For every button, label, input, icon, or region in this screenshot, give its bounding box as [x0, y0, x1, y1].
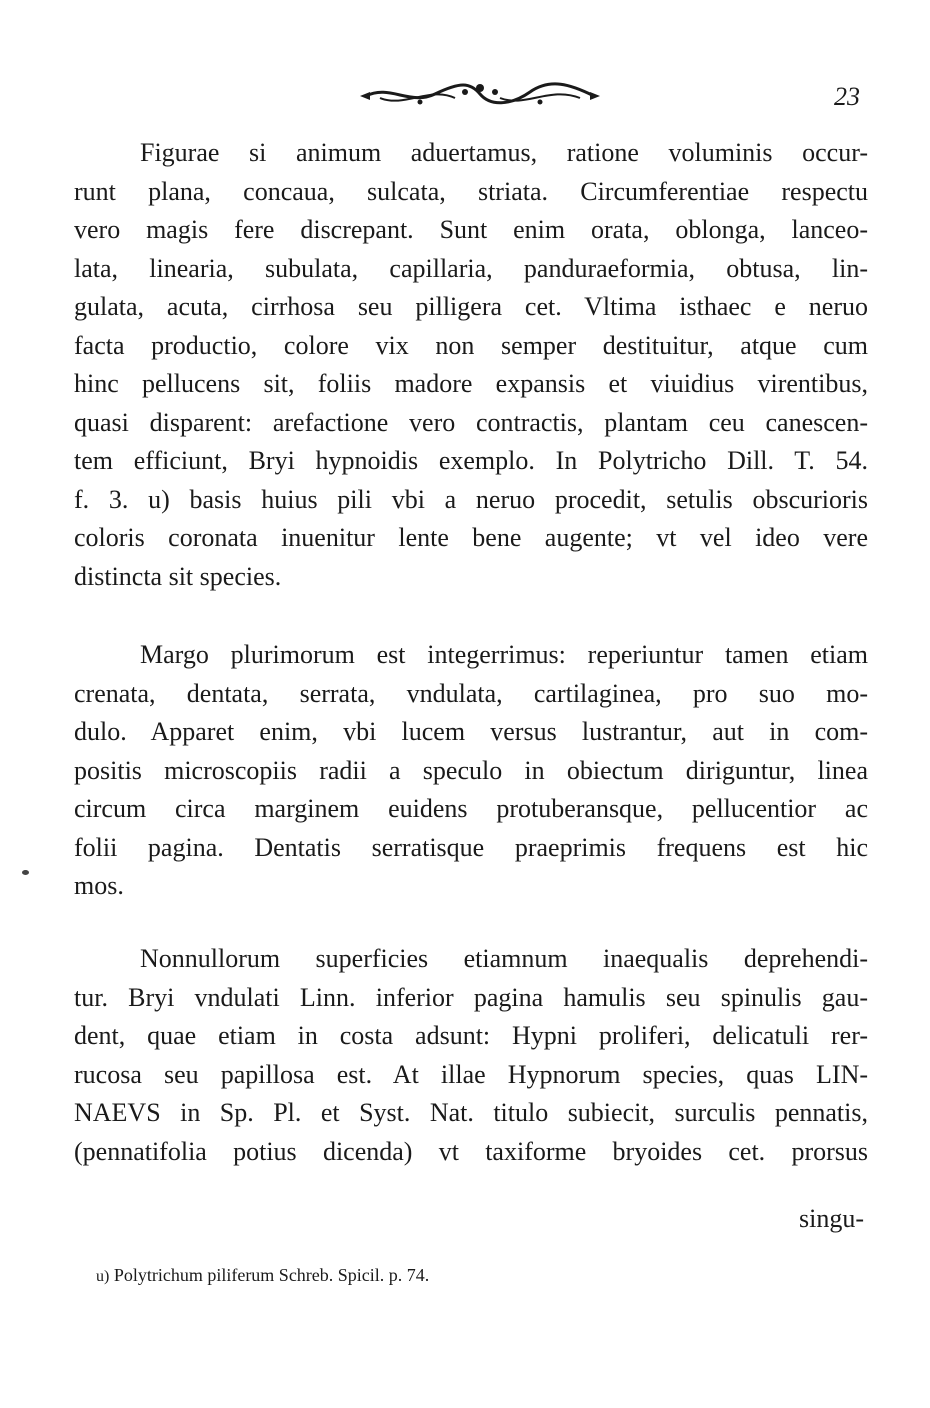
text-line: lata, linearia, subulata, capillaria, panduraeformia, obtusa, lin-	[74, 253, 868, 283]
text-line: (pennatifolia potius dicenda) vt taxiforme bryoides cet. prorsus	[74, 1136, 868, 1166]
footnote-mark: u)	[96, 1268, 110, 1285]
text-line: folii pagina. Dentatis serratisque praeprimis frequens est hic	[74, 832, 868, 862]
text-line: quasi disparent: arefactione vero contractis, plantam ceu canescen-	[74, 407, 868, 437]
text-line: facta productio, colore vix non semper destituitur, atque cum	[74, 330, 868, 360]
printer-ornament-icon	[360, 78, 600, 112]
text-line: positis microscopiis radii a speculo in obiectum diriguntur, linea	[74, 755, 868, 785]
text-line: crenata, dentata, serrata, vndulata, cartilaginea, pro suo mo-	[74, 678, 868, 708]
text-line: tem efficiunt, Bryi hypnoidis exemplo. In Polytricho Dill. T. 54.	[74, 446, 868, 475]
paragraph-figures	[74, 134, 868, 596]
ink-speck	[22, 870, 29, 875]
text-line: dulo. Apparet enim, vbi lucem versus lustrantur, aut in com-	[74, 717, 868, 746]
text-line: dent, quae etiam in costa adsunt: Hypni proliferi, delicatuli rer-	[74, 1021, 868, 1050]
page-number: 23	[834, 82, 860, 111]
text-line: Figurae si animum aduertamus, ratione voluminis occur-	[140, 138, 868, 167]
text-line: rucosa seu papillosa est. At illae Hypnorum species, quas LIN-	[74, 1059, 868, 1089]
text-line: Nonnullorum superficies etiamnum inaequalis deprehendi-	[140, 944, 868, 973]
text-line: coloris coronata inuenitur lente bene augente; vt vel ideo vere	[74, 523, 868, 552]
paragraph-surface	[74, 940, 868, 1171]
catchword: singu-	[799, 1204, 864, 1233]
text-line: tur. Bryi vndulati Linn. inferior pagina hamulis seu spinulis gau-	[74, 982, 868, 1012]
text-line: vero magis fere discrepant. Sunt enim orata, oblonga, lanceo-	[74, 215, 868, 244]
text-line: hinc pellucens sit, foliis madore expansis et viuidius virentibus,	[74, 369, 868, 398]
footnote-text: Polytrichum piliferum Schreb. Spicil. p. 74.	[113, 1265, 430, 1285]
text-line: NAEVS in Sp. Pl. et Syst. Nat. titulo subiecit, surculis pennatis,	[74, 1098, 868, 1127]
text-line: f. 3. u) basis huius pili vbi a neruo procedit, setulis obscurioris	[74, 484, 868, 514]
text-line: Margo plurimorum est integerrimus: reperiuntur tamen etiam	[140, 640, 868, 669]
text-line: gulata, acuta, cirrhosa seu pilligera cet. Vltima isthaec e neruo	[74, 292, 868, 321]
text-line: distincta sit species.	[74, 561, 282, 591]
text-line: circum circa marginem euidens protuberansque, pellucentior ac	[74, 794, 868, 823]
footnote	[96, 1265, 429, 1286]
text-line: mos.	[74, 871, 124, 900]
paragraph-margins	[74, 636, 868, 906]
text-line: runt plana, concaua, sulcata, striata. Circumferentiae respectu	[74, 176, 868, 206]
